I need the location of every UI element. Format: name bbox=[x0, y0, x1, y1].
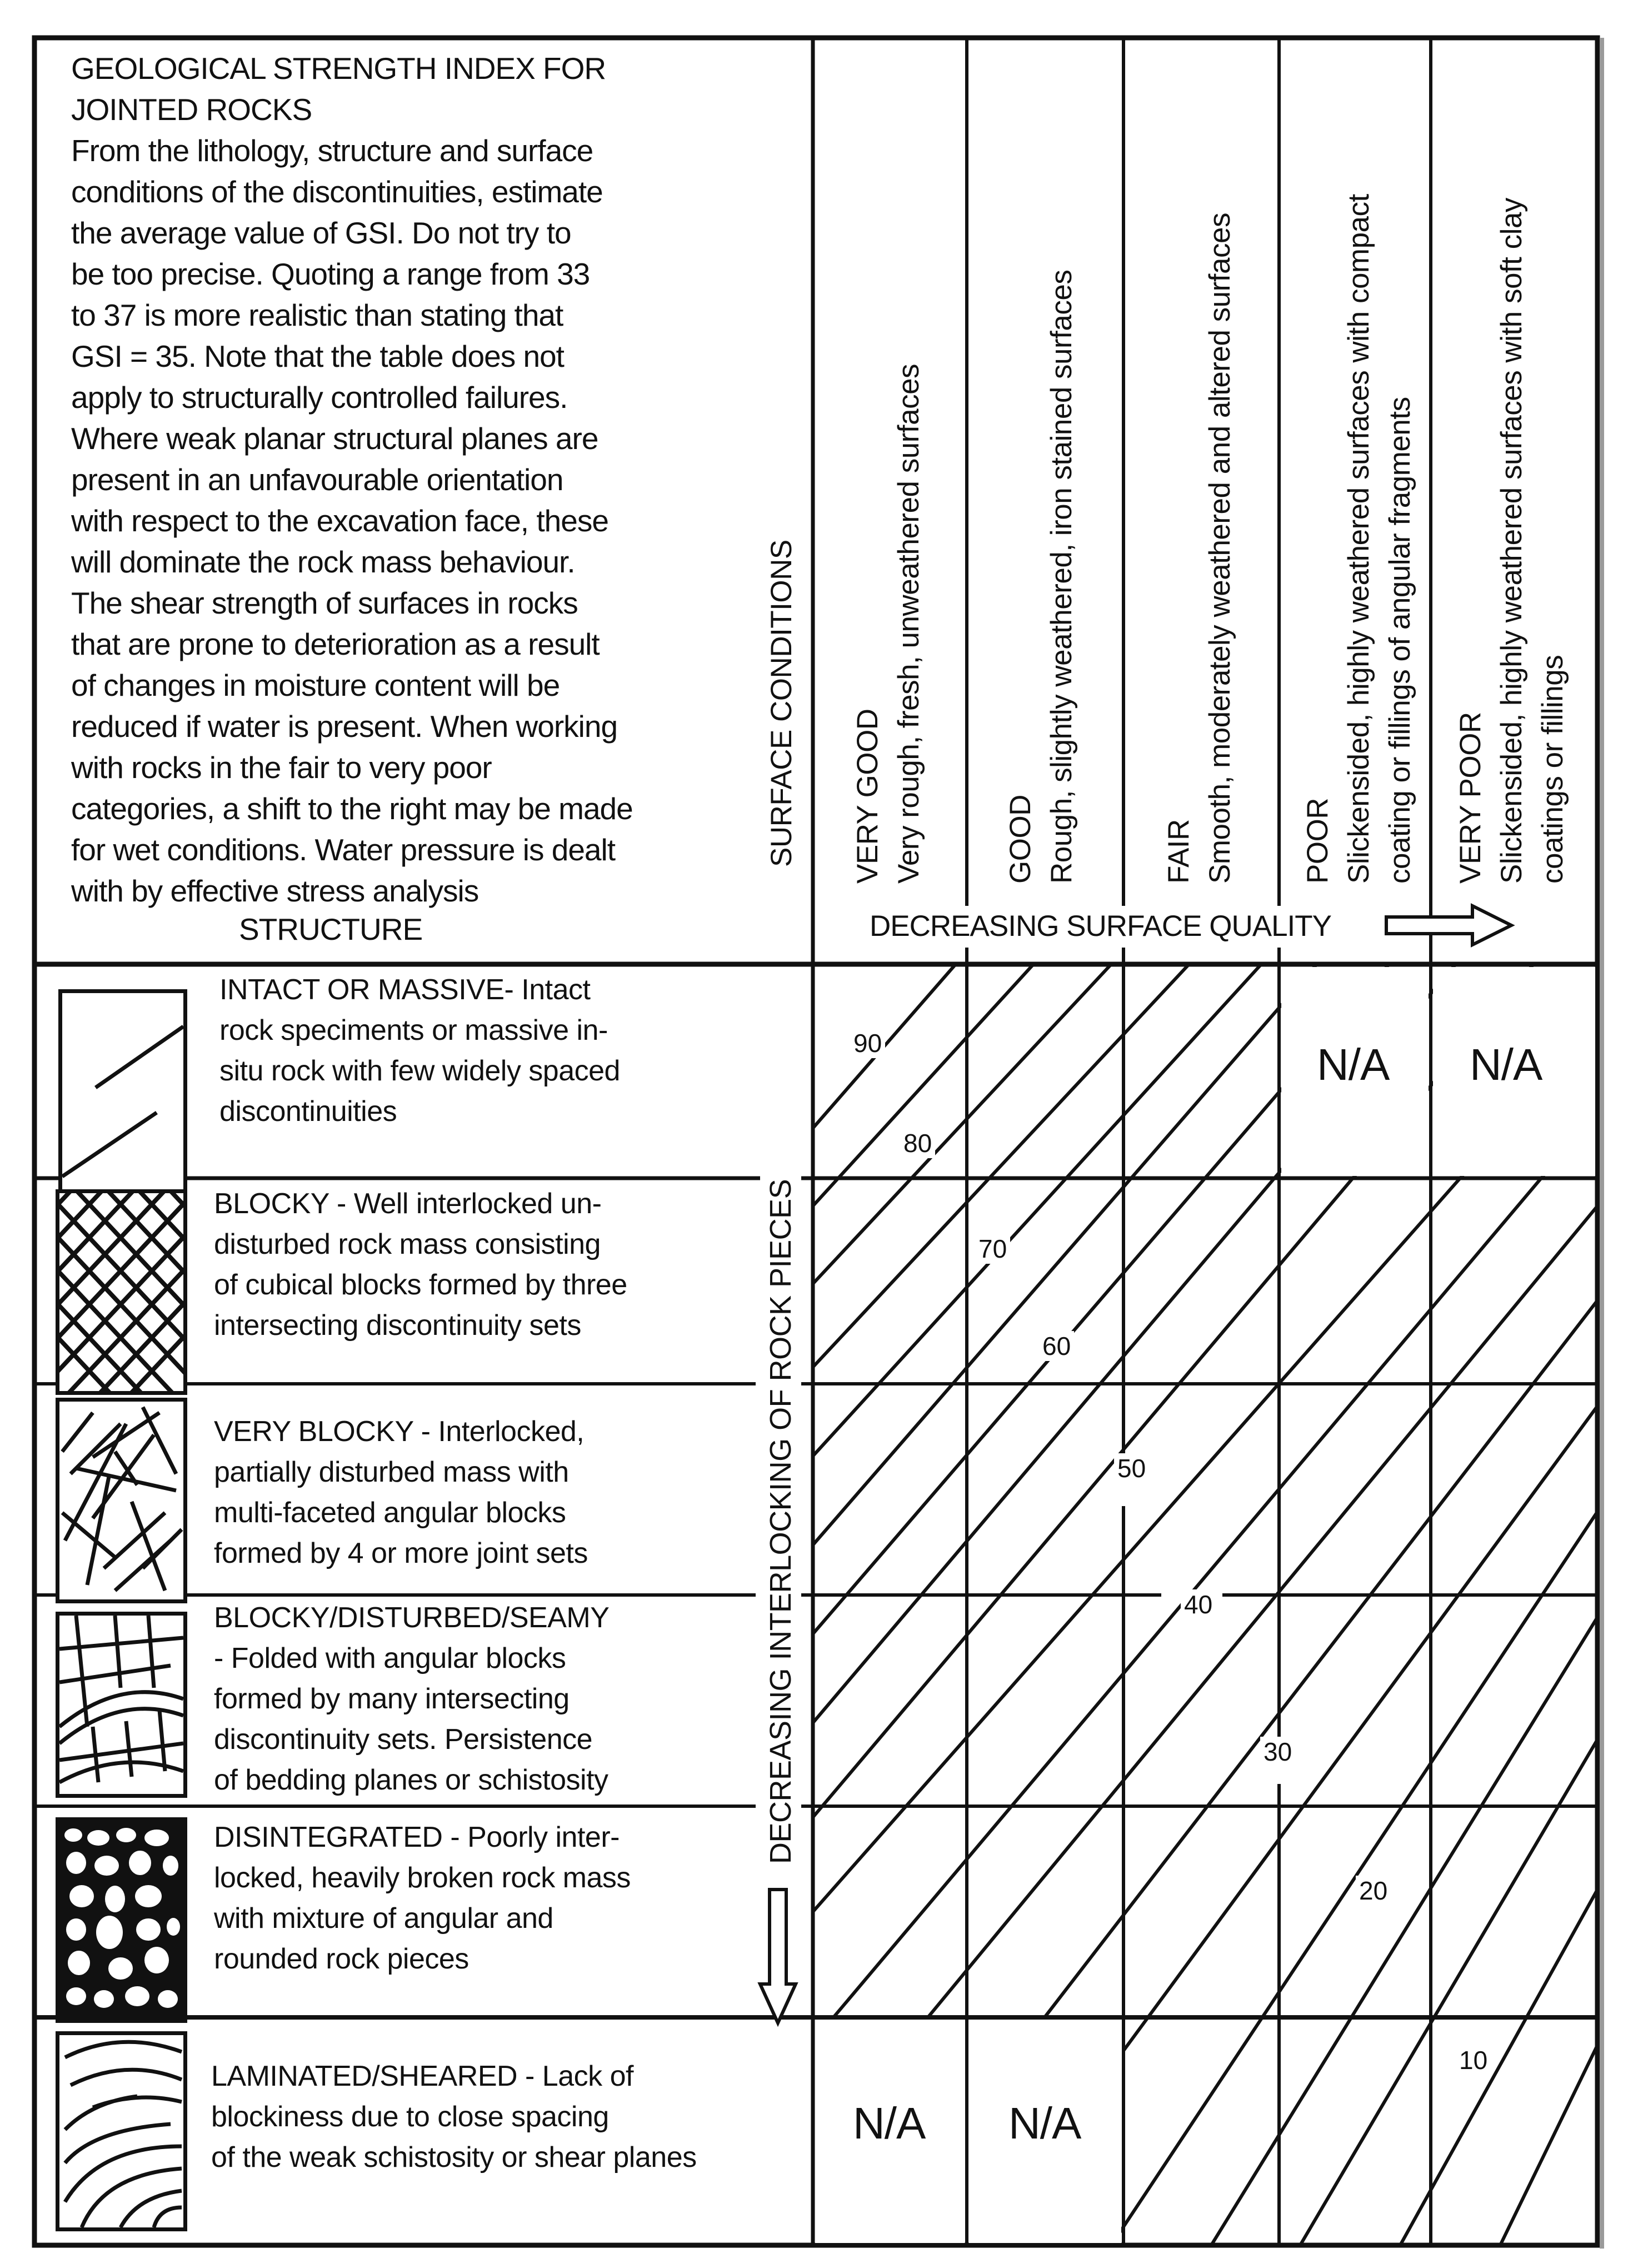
not-applicable-cell: N/A bbox=[1008, 2098, 1081, 2148]
structure-row-blocky-disturbed-seamy bbox=[214, 1598, 609, 1801]
column-header-very-poor bbox=[1450, 198, 1574, 884]
not-applicable-cell: N/A bbox=[1317, 1040, 1390, 1089]
description-line: to 37 is more realistic than stating that bbox=[71, 298, 563, 332]
column-description: Very rough, fresh, unweathered surfaces bbox=[892, 363, 925, 884]
row-line: BLOCKY - Well interlocked un- bbox=[214, 1188, 602, 1220]
gsi-contour-label: 90 bbox=[850, 1028, 885, 1058]
row-line: situ rock with few widely spaced bbox=[219, 1055, 620, 1087]
gsi-contour-label: 50 bbox=[1114, 1453, 1149, 1483]
column-rating: GOOD bbox=[1004, 795, 1037, 884]
gsi-contour-label: 60 bbox=[1039, 1331, 1074, 1361]
row-line: discontinuities bbox=[219, 1095, 397, 1128]
column-header-good bbox=[1000, 270, 1082, 884]
gsi-contour-label: 80 bbox=[900, 1128, 935, 1158]
row-line: rounded rock pieces bbox=[214, 1943, 469, 1975]
laminated-sheared-icon bbox=[56, 2031, 187, 2231]
description-line: present in an unfavourable orientation bbox=[71, 462, 563, 497]
column-description: Slickensided, highly weathered surfaces with soft clay bbox=[1495, 198, 1528, 884]
row-line: disturbed rock mass consisting bbox=[214, 1228, 601, 1260]
row-line: rock speciments or massive in- bbox=[219, 1014, 608, 1046]
very-blocky-icon bbox=[56, 1398, 187, 1603]
row-line: with mixture of angular and bbox=[214, 1902, 553, 1935]
row-line: partially disturbed mass with bbox=[214, 1456, 569, 1488]
column-rating: POOR bbox=[1301, 797, 1334, 884]
down-arrow-icon bbox=[760, 1890, 796, 2023]
row-line: locked, heavily broken rock mass bbox=[214, 1862, 631, 1894]
row-line: discontinuity sets. Persistence bbox=[214, 1723, 593, 1756]
surface-conditions-label: SURFACE CONDITIONS bbox=[765, 540, 798, 867]
column-header-poor bbox=[1297, 194, 1421, 884]
blocky-icon bbox=[56, 1189, 187, 1395]
not-applicable-cell: N/A bbox=[1470, 1040, 1542, 1089]
disintegrated-icon bbox=[56, 1817, 187, 2023]
description-line: conditions of the discontinuities, estimate bbox=[71, 175, 603, 209]
description-line: From the lithology, structure and surface bbox=[71, 133, 593, 168]
row-line: VERY BLOCKY - Interlocked, bbox=[214, 1415, 585, 1448]
column-rating: VERY GOOD bbox=[851, 709, 884, 884]
structure-row-very-blocky bbox=[214, 1412, 588, 1574]
row-line: INTACT OR MASSIVE- Intact bbox=[219, 974, 591, 1006]
row-line: multi-faceted angular blocks bbox=[214, 1497, 566, 1529]
description-line: with by effective stress analysis bbox=[71, 874, 479, 908]
description-line: The shear strength of surfaces in rocks bbox=[71, 586, 578, 620]
gsi-contour-label: 30 bbox=[1260, 1737, 1295, 1767]
gsi-contour-label: 40 bbox=[1181, 1589, 1216, 1619]
row-line: formed by many intersecting bbox=[214, 1683, 570, 1715]
intact-massive-icon bbox=[58, 989, 187, 1195]
column-rating: VERY POOR bbox=[1454, 712, 1487, 884]
row-line: LAMINATED/SHEARED - Lack of bbox=[211, 2060, 633, 2092]
row-line: blockiness due to close spacing bbox=[211, 2101, 609, 2133]
column-description: coatings or fillings bbox=[1536, 655, 1569, 884]
description-line: be too precise. Quoting a range from 33 bbox=[71, 257, 590, 291]
column-rating: FAIR bbox=[1162, 819, 1195, 884]
description-line: categories, a shift to the right may be made bbox=[71, 791, 633, 826]
column-header-fair bbox=[1158, 213, 1241, 884]
description-line: of changes in moisture content will be bbox=[71, 668, 560, 702]
not-applicable-cell: N/A bbox=[853, 2098, 926, 2148]
description-line: that are prone to deterioration as a result bbox=[71, 627, 600, 661]
structure-row-disintegrated bbox=[214, 1817, 631, 1980]
description-line: GSI = 35. Note that the table does not bbox=[71, 339, 564, 373]
description-line: will dominate the rock mass behaviour. bbox=[71, 545, 575, 579]
row-line: intersecting discontinuity sets bbox=[214, 1309, 581, 1342]
chart-title-line2: JOINTED ROCKS bbox=[71, 92, 312, 127]
row-line: BLOCKY/DISTURBED/SEAMY bbox=[214, 1602, 610, 1634]
row-line: of the weak schistosity or shear planes bbox=[211, 2141, 697, 2174]
description-line: with respect to the excavation face, these bbox=[71, 504, 608, 538]
column-description: Slickensided, highly weathered surfaces with compact bbox=[1342, 194, 1375, 884]
description-line: the average value of GSI. Do not try to bbox=[71, 216, 571, 250]
description-line: reduced if water is present. When working bbox=[71, 709, 618, 744]
row-line: of bedding planes or schistosity bbox=[214, 1764, 608, 1796]
description-line: with rocks in the fair to very poor bbox=[71, 750, 492, 785]
structure-row-intact bbox=[219, 970, 620, 1132]
column-description: Rough, slightly weathered, iron stained surfaces bbox=[1045, 270, 1078, 884]
blocky-disturbed-seamy-icon bbox=[56, 1612, 187, 1798]
gsi-contour-label: 70 bbox=[975, 1234, 1010, 1264]
row-line: - Folded with angular blocks bbox=[214, 1642, 566, 1674]
row-line: DISINTEGRATED - Poorly inter- bbox=[214, 1821, 620, 1853]
gsi-contour-label: 10 bbox=[1456, 2045, 1491, 2075]
chart-title-line1: GEOLOGICAL STRENGTH INDEX FOR bbox=[71, 51, 606, 86]
column-description: coating or fillings of angular fragments bbox=[1384, 397, 1416, 884]
column-header-very-good bbox=[847, 364, 930, 884]
column-description: Smooth, moderately weathered and altered surfaces bbox=[1203, 213, 1236, 884]
row-line: of cubical blocks formed by three bbox=[214, 1269, 627, 1301]
structure-row-laminated-sheared bbox=[211, 2056, 697, 2178]
gsi-description bbox=[71, 48, 805, 911]
gsi-contour-label: 20 bbox=[1356, 1876, 1391, 1906]
description-line: Where weak planar structural planes are bbox=[71, 421, 598, 456]
decreasing-surface-quality-label: DECREASING SURFACE QUALITY bbox=[870, 910, 1332, 943]
structure-label: STRUCTURE bbox=[239, 912, 423, 946]
description-line: apply to structurally controlled failures. bbox=[71, 380, 568, 415]
row-line: formed by 4 or more joint sets bbox=[214, 1537, 588, 1569]
decreasing-interlocking-label: DECREASING INTERLOCKING OF ROCK PIECES bbox=[760, 1176, 801, 1867]
description-line: for wet conditions. Water pressure is dealt bbox=[71, 833, 616, 867]
structure-row-blocky bbox=[214, 1184, 627, 1346]
right-arrow-icon bbox=[1386, 906, 1511, 945]
